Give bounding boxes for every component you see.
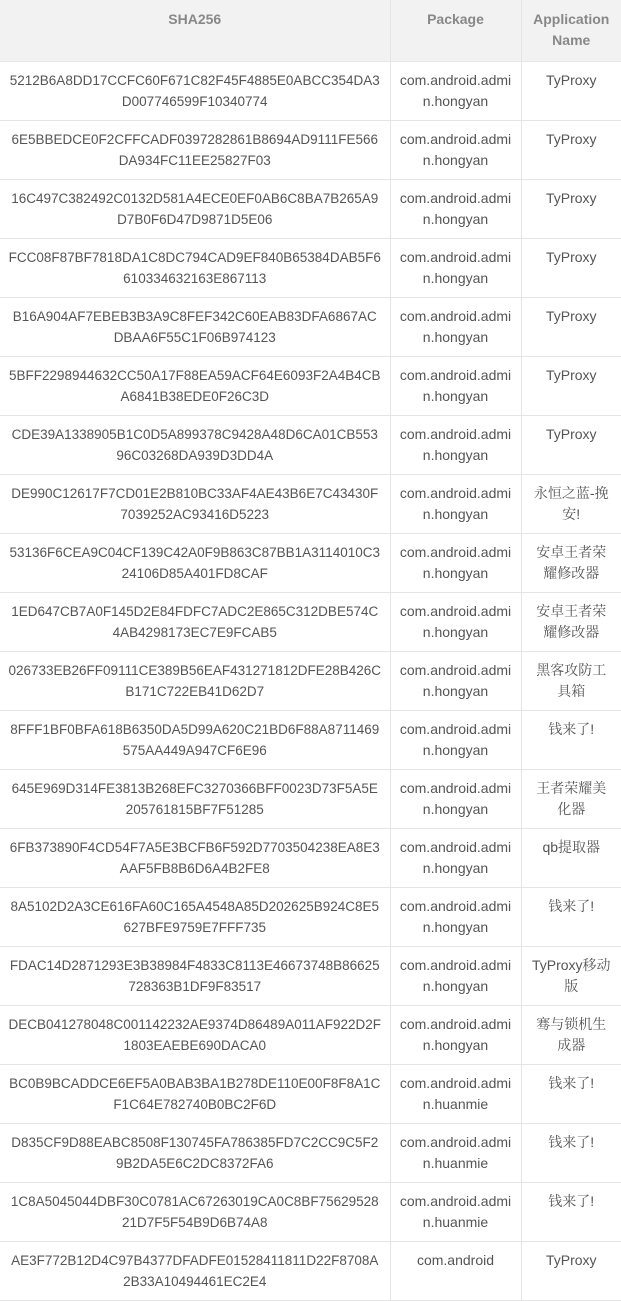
table-row — [0, 770, 621, 829]
application-name-cell: qb提取器 — [521, 829, 621, 888]
application-name-cell: 钱来了! — [521, 888, 621, 947]
application-name-cell: TyProxy移动版 — [521, 947, 621, 1006]
package-cell: com.android.admin.hongyan — [390, 416, 521, 475]
application-name-cell: TyProxy — [521, 180, 621, 239]
sha256-cell: 6E5BBEDCE0F2CFFCADF0397282861B8694AD9111FE566DA934FC11EE25827F03 — [0, 121, 390, 180]
table-row — [0, 711, 621, 770]
sha256-cell: B16A904AF7EBEB3B3A9C8FEF342C60EAB83DFA6867ACDBAA6F55C1F06B974123 — [0, 298, 390, 357]
package-cell: com.android.admin.hongyan — [390, 121, 521, 180]
package-cell: com.android.admin.hongyan — [390, 475, 521, 534]
package-cell: com.android.admin.hongyan — [390, 357, 521, 416]
sha256-cell: 6FB373890F4CD54F7A5E3BCFB6F592D7703504238EA8E3AAF5FB8B6D6A4B2FE8 — [0, 829, 390, 888]
table-row — [0, 1124, 621, 1183]
table-row — [0, 475, 621, 534]
package-cell: com.android.admin.hongyan — [390, 62, 521, 121]
package-cell: com.android.admin.hongyan — [390, 1006, 521, 1065]
application-name-cell: TyProxy — [521, 62, 621, 121]
table-row — [0, 593, 621, 652]
sha256-cell: 53136F6CEA9C04CF139C42A0F9B863C87BB1A3114010C324106D85A401FD8CAF — [0, 534, 390, 593]
application-name-cell: TyProxy — [521, 357, 621, 416]
table-row — [0, 888, 621, 947]
table-row — [0, 829, 621, 888]
application-name-cell: TyProxy — [521, 298, 621, 357]
package-cell: com.android.admin.huanmie — [390, 1065, 521, 1124]
sha256-cell: AE3F772B12D4C97B4377DFADFE01528411811D22F8708A2B33A10494461EC2E4 — [0, 1242, 390, 1301]
application-name-cell: TyProxy — [521, 121, 621, 180]
application-name-cell: 钱来了! — [521, 1065, 621, 1124]
package-cell: com.android.admin.hongyan — [390, 239, 521, 298]
table-row — [0, 239, 621, 298]
table-row — [0, 298, 621, 357]
table-row — [0, 121, 621, 180]
column-header-package: Package — [390, 0, 521, 62]
table-row — [0, 416, 621, 475]
package-cell: com.android.admin.hongyan — [390, 829, 521, 888]
sha256-cell: 5BFF2298944632CC50A17F88EA59ACF64E6093F2A4B4CBA6841B38EDE0F26C3D — [0, 357, 390, 416]
table-body — [0, 62, 621, 1301]
package-cell: com.android.admin.hongyan — [390, 298, 521, 357]
table-row — [0, 1183, 621, 1242]
application-name-cell: 钱来了! — [521, 711, 621, 770]
package-cell: com.android.admin.hongyan — [390, 947, 521, 1006]
package-cell: com.android.admin.hongyan — [390, 593, 521, 652]
sha256-cell: DE990C12617F7CD01E2B810BC33AF4AE43B6E7C43430F7039252AC93416D5223 — [0, 475, 390, 534]
column-header-application-name: Application Name — [521, 0, 621, 62]
column-header-sha256: SHA256 — [0, 0, 390, 62]
application-name-cell: TyProxy — [521, 416, 621, 475]
table-row — [0, 1242, 621, 1301]
table-row — [0, 1006, 621, 1065]
sha256-cell: 026733EB26FF09111CE389B56EAF431271812DFE28B426CB171C722EB41D62D7 — [0, 652, 390, 711]
application-name-cell: 钱来了! — [521, 1183, 621, 1242]
sha256-cell: 645E969D314FE3813B268EFC3270366BFF0023D73F5A5E205761815BF7F51285 — [0, 770, 390, 829]
table-row — [0, 534, 621, 593]
table-row — [0, 180, 621, 239]
package-cell: com.android.admin.hongyan — [390, 652, 521, 711]
application-name-cell: TyProxy — [521, 1242, 621, 1301]
sha256-cell: 5212B6A8DD17CCFC60F671C82F45F4885E0ABCC354DA3D007746599F10340774 — [0, 62, 390, 121]
package-cell: com.android.admin.hongyan — [390, 534, 521, 593]
table-header — [0, 0, 621, 62]
sha256-cell: DECB041278048C001142232AE9374D86489A011AF922D2F1803EAEBE690DACA0 — [0, 1006, 390, 1065]
sha256-cell: 8FFF1BF0BFA618B6350DA5D99A620C21BD6F88A8711469575AA449A947CF6E96 — [0, 711, 390, 770]
sha256-cell: 16C497C382492C0132D581A4ECE0EF0AB6C8BA7B265A9D7B0F6D47D9871D5E06 — [0, 180, 390, 239]
application-name-cell: 骞与锁机生成器 — [521, 1006, 621, 1065]
sha256-cell: BC0B9BCADDCE6EF5A0BAB3BA1B278DE110E00F8F8A1CF1C64E782740B0BC2F6D — [0, 1065, 390, 1124]
application-name-cell: 钱来了! — [521, 1124, 621, 1183]
sha256-cell: CDE39A1338905B1C0D5A899378C9428A48D6CA01CB55396C03268DA939D3DD4A — [0, 416, 390, 475]
table-row — [0, 357, 621, 416]
table-header-row — [0, 0, 621, 62]
application-name-cell: TyProxy — [521, 239, 621, 298]
table-row — [0, 652, 621, 711]
package-cell: com.android.admin.hongyan — [390, 888, 521, 947]
application-name-cell: 王者荣耀美化器 — [521, 770, 621, 829]
package-cell: com.android.admin.huanmie — [390, 1124, 521, 1183]
sha256-cell: D835CF9D88EABC8508F130745FA786385FD7C2CC9C5F29B2DA5E6C2DC8372FA6 — [0, 1124, 390, 1183]
sha256-cell: 8A5102D2A3CE616FA60C165A4548A85D202625B924C8E5627BFE9759E7FFF735 — [0, 888, 390, 947]
sha256-cell: 1ED647CB7A0F145D2E84FDFC7ADC2E865C312DBE574C4AB4298173EC7E9FCAB5 — [0, 593, 390, 652]
sha256-cell: 1C8A5045044DBF30C0781AC67263019CA0C8BF7562952821D7F5F54B9D6B74A8 — [0, 1183, 390, 1242]
package-cell: com.android — [390, 1242, 521, 1301]
application-name-cell: 安卓王者荣耀修改器 — [521, 534, 621, 593]
table-row — [0, 62, 621, 121]
package-cell: com.android.admin.hongyan — [390, 180, 521, 239]
application-name-cell: 永恒之蓝-挽安! — [521, 475, 621, 534]
table-row — [0, 1065, 621, 1124]
sha256-cell: FCC08F87BF7818DA1C8DC794CAD9EF840B65384DAB5F6610334632163E867113 — [0, 239, 390, 298]
package-cell: com.android.admin.hongyan — [390, 770, 521, 829]
application-name-cell: 黑客攻防工具箱 — [521, 652, 621, 711]
table-row — [0, 947, 621, 1006]
package-cell: com.android.admin.hongyan — [390, 711, 521, 770]
package-cell: com.android.admin.huanmie — [390, 1183, 521, 1242]
sha256-cell: FDAC14D2871293E3B38984F4833C8113E46673748B86625728363B1DF9F83517 — [0, 947, 390, 1006]
application-name-cell: 安卓王者荣耀修改器 — [521, 593, 621, 652]
